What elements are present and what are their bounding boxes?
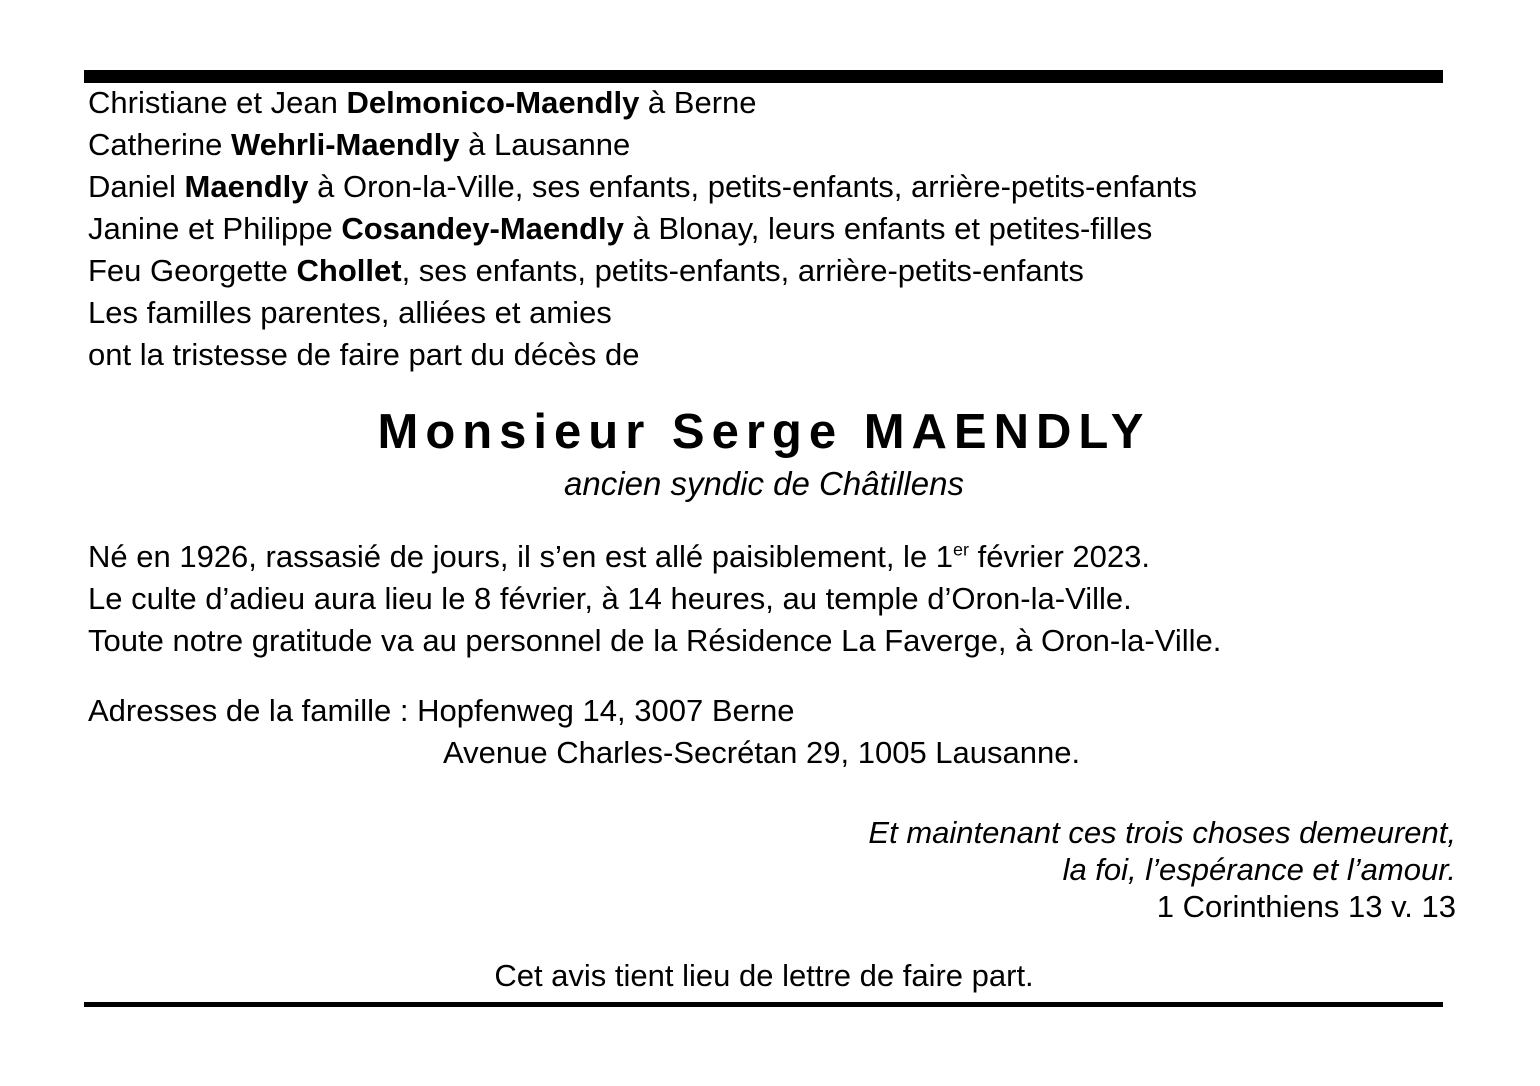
deceased-name-title: Monsieur Serge MAENDLY (377, 405, 1151, 459)
announcement-line-1-text: Né en 1926, rassasié de jours, il s’en est allé paisiblement, le 1 (88, 539, 954, 574)
family-line (88, 250, 1468, 292)
family-line (88, 82, 1468, 124)
announcement-line-3: Toute notre gratitude va au personnel de la Résidence La Faverge, à Oron-la-Ville. (88, 623, 1222, 658)
family-line (88, 124, 1468, 166)
family-name-bold: Cosandey-Maendly (341, 211, 624, 246)
family-line-text: à Blonay, leurs enfants et petites-filles (623, 211, 1153, 246)
family-line-text: Christiane et Jean (88, 85, 347, 120)
family-line-text: , ses enfants, petits-enfants, arrière-petits-enfants (401, 253, 1084, 288)
family-name-bold: Delmonico-Maendly (346, 85, 640, 120)
scripture-quote (88, 814, 1456, 925)
announcement-line-1 (88, 536, 1478, 578)
scripture-line-1: Et maintenant ces trois choses demeurent, (868, 815, 1456, 850)
family-line-text: Janine et Philippe (88, 211, 342, 246)
family-line-text: ont la tristesse de faire part du décès de (88, 337, 640, 372)
family-line-text: Feu Georgette (88, 253, 297, 288)
family-line (88, 292, 1468, 334)
announcement-line-2: Le culte d’adieu aura lieu le 8 février, à 14 heures, au temple d’Oron-la-Ville. (88, 581, 1132, 616)
deceased-subtitle: ancien syndic de Châtillens (564, 465, 964, 502)
family-line-text: Daniel (88, 169, 185, 204)
announcement-line-1-tail: février 2023. (969, 539, 1150, 574)
family-list (88, 82, 1468, 376)
family-line (88, 166, 1468, 208)
family-name-bold: Maendly (184, 169, 309, 204)
announcement-paragraph (88, 536, 1478, 662)
closing-statement: Cet avis tient lieu de lettre de faire part. (494, 958, 1034, 993)
family-line (88, 208, 1468, 250)
address-line-2: Avenue Charles-Secrétan 29, 1005 Lausanne. (443, 735, 1081, 770)
family-name-bold: Chollet (296, 253, 402, 288)
family-line-text: à Oron-la-Ville, ses enfants, petits-enfants, arrière-petits-enfants (308, 169, 1198, 204)
family-line (88, 334, 1468, 376)
family-line-text: à Lausanne (459, 127, 631, 162)
family-line-text: Les familles parentes, alliées et amies (88, 295, 612, 330)
scripture-reference: 1 Corinthiens 13 v. 13 (1156, 889, 1456, 924)
family-name-bold: Wehrli-Maendly (231, 127, 460, 162)
family-line-text: Catherine (88, 127, 232, 162)
scripture-line-2: la foi, l’espérance et l’amour. (1062, 852, 1456, 887)
family-line-text: à Berne (639, 85, 757, 120)
address-line-1: Adresses de la famille : Hopfenweg 14, 3007 Berne (88, 693, 795, 728)
family-addresses (88, 690, 1478, 774)
bottom-divider-rule (84, 1002, 1443, 1007)
ordinal-superscript: er (953, 539, 970, 560)
